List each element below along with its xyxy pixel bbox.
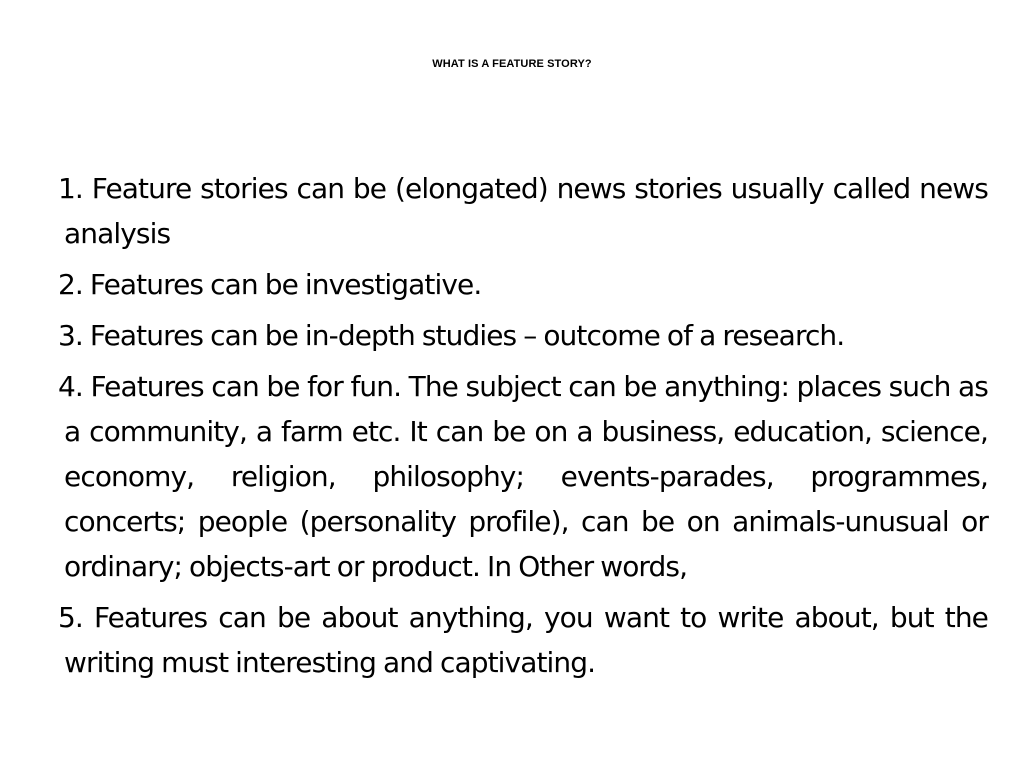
slide-title: WHAT IS A FEATURE STORY? <box>432 58 592 70</box>
slide-body <box>58 166 988 685</box>
list-item-1: 1. Feature stories can be (elongated) news stories usually called news analysis <box>58 172 988 250</box>
list-item-4: 4. Features can be for fun. The subject can be anything: places such as a community, a farm etc. It can be on a business, education, science, economy, religion, philosophy; events-parades, programmes, concerts; people (personality profile), can be on animals-unusual or ordinary; objects-art or product. In Other words, <box>58 370 988 583</box>
list-item-5: 5. Features can be about anything, you want to write about, but the writing must interesting and captivating. <box>58 601 988 679</box>
list-item-2: 2. Features can be investigative. <box>58 268 482 301</box>
list-item-3: 3. Features can be in-depth studies – outcome of a research. <box>58 319 845 352</box>
